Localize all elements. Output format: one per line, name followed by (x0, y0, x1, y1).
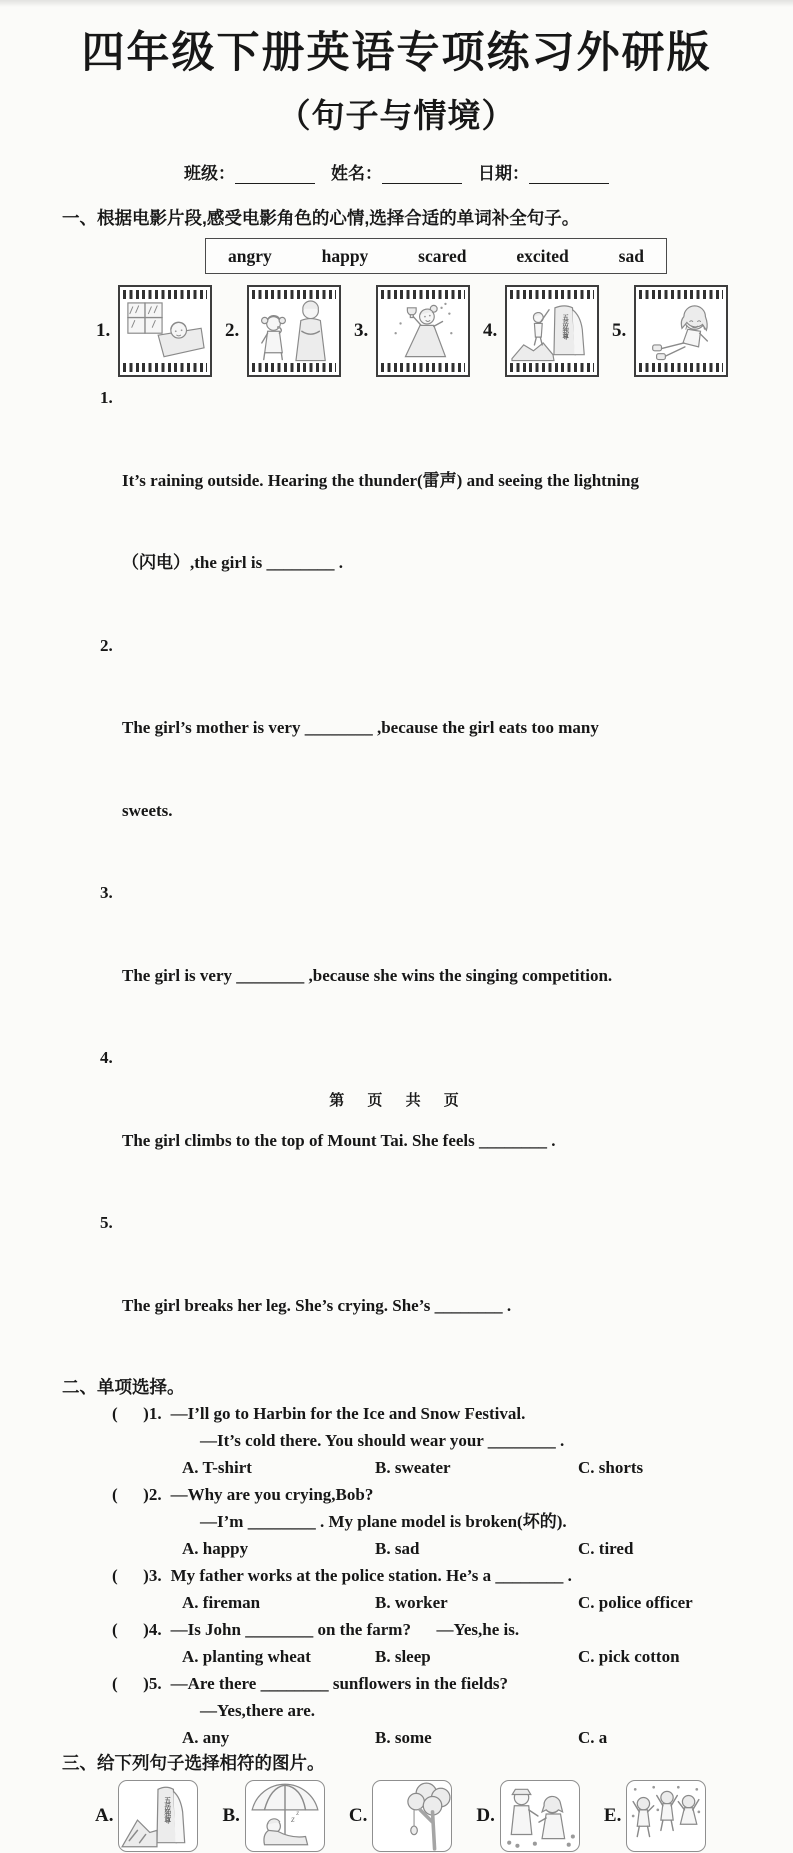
section2-heading: 二、单项选择。 (62, 1377, 185, 1397)
page-subtitle: （句子与情境） (277, 97, 516, 134)
word-bank-box (205, 238, 667, 274)
date-blank-line (529, 168, 609, 184)
question-number: 2. (100, 635, 113, 655)
film-frame-1 (96, 285, 212, 377)
section3-heading: 三、给下列句子选择相符的图片。 (62, 1753, 325, 1773)
elderly-couple-garden-picture (500, 1780, 580, 1852)
film-frame-box (505, 285, 599, 377)
question-number: 1. (100, 388, 113, 407)
film-sprocket-strip (510, 290, 594, 299)
film-sprocket-strip (639, 363, 723, 372)
stone-inscription-text: 五岳独尊 (163, 1796, 171, 1824)
class-label: 班级： (184, 164, 235, 183)
film-frame-box (376, 285, 470, 377)
question-1 (100, 384, 720, 632)
scan-edge-artifact (0, 0, 793, 7)
question-number: 4. (100, 1048, 113, 1067)
film-frame-number: 3. (354, 320, 369, 341)
tree-with-fruit-picture (372, 1780, 452, 1852)
question-number: 5. (100, 1213, 113, 1232)
class-blank-line (235, 168, 315, 184)
picture-label: A. (95, 1805, 114, 1826)
question-3 (100, 879, 720, 1044)
choice-item-row (112, 1670, 752, 1697)
children-celebrating-picture (626, 1780, 706, 1852)
option-b: B. sad (375, 1539, 420, 1558)
question-5 (100, 1209, 720, 1374)
choice-item-5 (112, 1670, 752, 1751)
options-row (182, 1535, 752, 1562)
picture-label: B. (222, 1805, 240, 1826)
beach-umbrella-rest-picture (245, 1780, 325, 1852)
answer-bracket: ( )2. (112, 1485, 162, 1504)
svg-text:z: z (291, 1814, 295, 1825)
mount-tai-stone-picture (118, 1780, 198, 1852)
answer-bracket: ( )3. (112, 1566, 162, 1585)
option-c: C. shorts (578, 1458, 644, 1477)
option-a: A. planting wheat (182, 1647, 311, 1666)
film-sprocket-strip (510, 363, 594, 372)
choice-line: —Is John ________ on the farm? —Yes,he is. (170, 1620, 520, 1639)
question-line: The girl is very ________ ,because she wins the singing competition. (122, 965, 613, 985)
choice-line: —Why are you crying,Bob? (170, 1485, 374, 1504)
film-sprocket-strip (639, 290, 723, 299)
section3-pictures-row (95, 1779, 793, 1853)
word-bank-word: angry (228, 245, 272, 266)
word-bank-word: happy (321, 245, 369, 266)
film-frame-5 (612, 285, 728, 377)
section2-items (112, 1400, 752, 1751)
question-line: （闪电）,the girl is ________ . (122, 553, 343, 572)
choice-line: —Are there ________ sunflowers in the fields? (170, 1674, 509, 1693)
option-b: B. sweater (375, 1458, 451, 1477)
answer-bracket: ( )1. (112, 1404, 162, 1423)
word-bank-word: scared (418, 245, 467, 266)
question-line: It’s raining outside. Hearing the thunder(雷声) and seeing the lightning (122, 470, 639, 490)
word-bank-word: excited (516, 245, 569, 266)
choice-line: My father works at the police station. He’s a ________ . (170, 1566, 572, 1585)
choice-line: —It’s cold there. You should wear your ________ . (200, 1431, 565, 1450)
film-frame-number: 2. (225, 320, 240, 341)
film-sprocket-strip (381, 363, 465, 372)
picture-option-a (95, 1780, 198, 1852)
choice-item-2 (112, 1481, 752, 1562)
film-frame-number: 4. (483, 320, 498, 341)
film-sprocket-strip (123, 363, 207, 372)
options-row (182, 1454, 752, 1481)
picture-label: D. (476, 1805, 495, 1826)
name-field (331, 159, 462, 184)
film-frame-4 (483, 285, 599, 377)
question-line: The girl breaks her leg. She’s crying. She’s ________ . (122, 1295, 512, 1315)
options-row (182, 1589, 752, 1616)
film-frame-box (247, 285, 341, 377)
choice-line: —I’m ________ . My plane model is broken(坏的). (200, 1512, 567, 1531)
choice-item-row (112, 1400, 752, 1427)
choice-line: —Yes,there are. (200, 1701, 316, 1720)
film-frame-number: 5. (612, 320, 627, 341)
name-label: 姓名： (331, 164, 382, 183)
page-footer: 第 页 共 页 (329, 1092, 464, 1109)
choice-item-row (112, 1481, 752, 1508)
picture-option-e (604, 1780, 706, 1852)
option-a: A. any (182, 1728, 230, 1747)
scared-girl-in-bed-illustration (123, 300, 207, 363)
options-row (182, 1643, 752, 1670)
film-frame-3 (354, 285, 470, 377)
page-title: 四年级下册英语专项练习外研版 (81, 29, 712, 77)
svg-text:z: z (296, 1808, 300, 1817)
options-row (182, 1724, 752, 1751)
question-line: The girl’s mother is very ________ ,because the girl eats too many (122, 718, 599, 737)
picture-option-b (222, 1780, 324, 1852)
film-frame-2 (225, 285, 341, 377)
film-frame-number: 1. (96, 320, 111, 341)
choice-line: —I’ll go to Harbin for the Ice and Snow Festival. (170, 1404, 526, 1423)
question-line: sweets. (122, 800, 173, 820)
option-c: C. tired (578, 1539, 634, 1558)
option-a: A. fireman (182, 1593, 261, 1612)
stone-inscription-text: 五岳独尊 (561, 313, 569, 339)
choice-item-4 (112, 1616, 752, 1670)
question-2 (100, 632, 720, 880)
option-c: C. police officer (578, 1593, 693, 1612)
answer-bracket: ( )5. (112, 1674, 162, 1693)
choice-item-row (112, 1562, 752, 1589)
film-frames-row (96, 285, 793, 377)
picture-label: C. (348, 1805, 368, 1826)
question-4 (100, 1044, 720, 1209)
mother-and-girl-sweets-illustration (252, 300, 336, 363)
name-blank-line (382, 168, 462, 184)
option-c: C. pick cotton (578, 1647, 680, 1666)
question-line: The girl climbs to the top of Mount Tai. She feels ________ . (122, 1130, 556, 1150)
film-frame-box (634, 285, 728, 377)
option-b: B. some (375, 1728, 432, 1747)
mount-tai-stone-illustration (510, 300, 594, 363)
choice-item-3 (112, 1562, 752, 1616)
option-c: C. a (578, 1728, 608, 1747)
class-field (184, 159, 315, 184)
option-a: A. T-shirt (182, 1458, 252, 1477)
film-sprocket-strip (123, 290, 207, 299)
crying-girl-hurt-leg-illustration (639, 300, 723, 363)
picture-label: E. (603, 1805, 622, 1826)
picture-option-d (476, 1780, 579, 1852)
answer-bracket: ( )4. (112, 1620, 162, 1639)
film-frame-box (118, 285, 212, 377)
film-sprocket-strip (381, 290, 465, 299)
option-b: B. worker (375, 1593, 448, 1612)
question-number: 3. (100, 883, 113, 902)
option-a: A. happy (182, 1539, 249, 1558)
student-info-row (0, 162, 793, 184)
film-sprocket-strip (252, 363, 336, 372)
film-sprocket-strip (252, 290, 336, 299)
word-bank-word: sad (618, 245, 644, 266)
option-b: B. sleep (375, 1647, 431, 1666)
section1-heading: 一、根据电影片段,感受电影角色的心情,选择合适的单词补全句子。 (62, 208, 580, 228)
picture-option-c (349, 1780, 452, 1852)
date-label: 日期： (478, 164, 529, 183)
date-field (478, 159, 609, 184)
choice-item-row (112, 1616, 752, 1643)
section1-questions (100, 384, 720, 1374)
choice-item-1 (112, 1400, 752, 1481)
happy-girl-trophy-illustration (381, 300, 465, 363)
